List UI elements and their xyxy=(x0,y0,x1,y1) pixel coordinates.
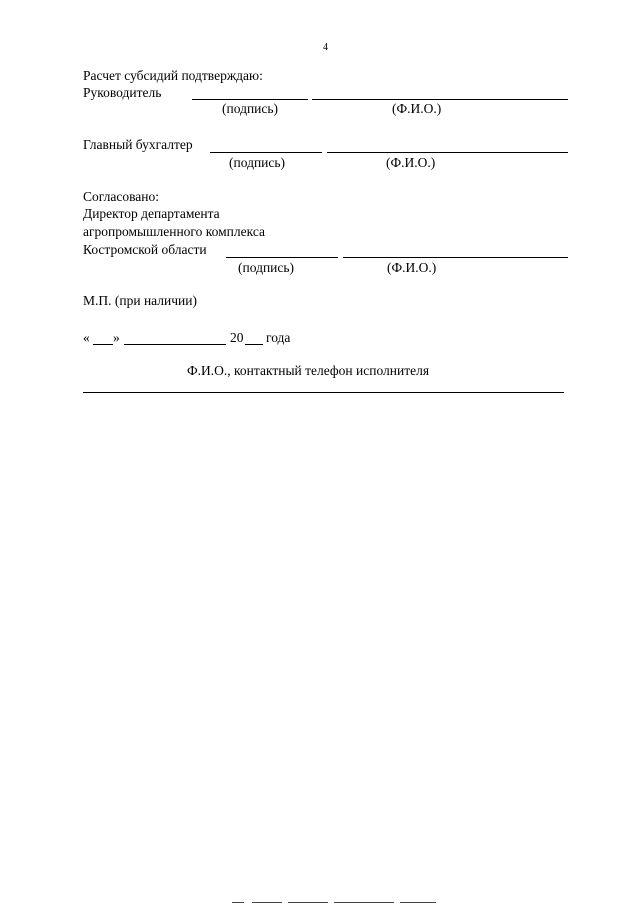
footer-dash xyxy=(252,902,282,903)
date-day-line[interactable] xyxy=(93,344,113,345)
director-signature-line[interactable] xyxy=(226,257,338,258)
head-name-caption: (Ф.И.О.) xyxy=(392,101,442,116)
accountant-label: Главный бухгалтер xyxy=(83,137,193,152)
footer-dash xyxy=(400,902,436,903)
date-close-quote: » xyxy=(113,330,120,345)
date-year-suffix: года xyxy=(266,330,291,345)
accountant-name-caption: (Ф.И.О.) xyxy=(386,155,436,170)
footer-dash xyxy=(334,902,394,903)
head-sign-caption: (подпись) xyxy=(222,101,279,116)
head-label: Руководитель xyxy=(83,85,162,100)
date-year-prefix: 20 xyxy=(230,330,244,345)
director-name-line[interactable] xyxy=(343,257,568,258)
director-sign-caption: (подпись) xyxy=(238,260,295,275)
agreed-line1: Директор департамента xyxy=(83,206,220,221)
date-month-line[interactable] xyxy=(124,344,226,345)
head-signature-line[interactable] xyxy=(192,99,308,100)
confirm-heading: Расчет субсидий подтверждаю: xyxy=(83,68,263,83)
agreed-line2: агропромышленного комплекса xyxy=(83,224,265,239)
footer-dash xyxy=(232,902,244,903)
page-number: 4 xyxy=(323,42,328,53)
date-year-line[interactable] xyxy=(245,344,263,345)
agreed-line3: Костромской области xyxy=(83,242,207,257)
accountant-name-line[interactable] xyxy=(327,152,568,153)
executor-caption: Ф.И.О., контактный телефон исполнителя xyxy=(187,363,430,378)
agreed-heading: Согласовано: xyxy=(83,189,159,204)
accountant-sign-caption: (подпись) xyxy=(229,155,286,170)
executor-line[interactable] xyxy=(83,392,564,393)
head-name-line[interactable] xyxy=(312,99,568,100)
director-name-caption: (Ф.И.О.) xyxy=(387,260,437,275)
date-open-quote: « xyxy=(83,330,90,345)
seal-note: М.П. (при наличии) xyxy=(83,293,197,308)
footer-dash xyxy=(288,902,328,903)
accountant-signature-line[interactable] xyxy=(210,152,322,153)
